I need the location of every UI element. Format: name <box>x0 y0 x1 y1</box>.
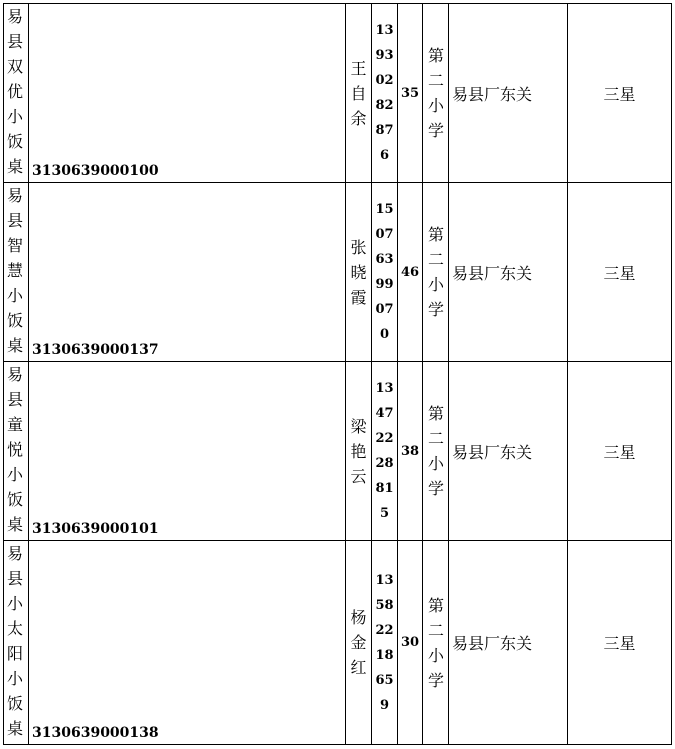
school-cell: 第二小学 <box>423 4 449 183</box>
operator-name-cell: 王自余 <box>346 4 372 183</box>
address-cell: 易县厂东关 <box>449 4 568 183</box>
address-cell: 易县厂东关 <box>449 362 568 541</box>
license-code-cell: 3130639000138 <box>29 541 346 745</box>
shop-name-cell: 易县智慧小饭桌 <box>4 183 29 362</box>
license-code-cell: 3130639000137 <box>29 183 346 362</box>
school-cell: 第二小学 <box>423 362 449 541</box>
address-cell: 易县厂东关 <box>449 183 568 362</box>
school-cell: 第二小学 <box>423 541 449 745</box>
school-cell: 第二小学 <box>423 183 449 362</box>
table-row <box>4 541 672 745</box>
age-cell: 38 <box>398 362 423 541</box>
operator-name-cell: 杨金红 <box>346 541 372 745</box>
age-cell: 30 <box>398 541 423 745</box>
rating-cell: 三星 <box>568 541 672 745</box>
age-cell: 35 <box>398 4 423 183</box>
rating-cell: 三星 <box>568 183 672 362</box>
table-row <box>4 183 672 362</box>
table-row <box>4 4 672 183</box>
address-cell: 易县厂东关 <box>449 541 568 745</box>
license-code-cell: 3130639000100 <box>29 4 346 183</box>
table-row <box>4 362 672 541</box>
shop-name-cell: 易县小太阳小饭桌 <box>4 541 29 745</box>
rating-cell: 三星 <box>568 362 672 541</box>
operator-name-cell: 张晓霞 <box>346 183 372 362</box>
registry-table <box>3 3 672 745</box>
phone-cell: 13582218659 <box>372 541 398 745</box>
shop-name-cell: 易县双优小饭桌 <box>4 4 29 183</box>
age-cell: 46 <box>398 183 423 362</box>
phone-cell: 13472228815 <box>372 362 398 541</box>
shop-name-cell: 易县童悦小饭桌 <box>4 362 29 541</box>
operator-name-cell: 梁艳云 <box>346 362 372 541</box>
phone-cell: 15076399070 <box>372 183 398 362</box>
phone-cell: 13930282876 <box>372 4 398 183</box>
rating-cell: 三星 <box>568 4 672 183</box>
license-code-cell: 3130639000101 <box>29 362 346 541</box>
